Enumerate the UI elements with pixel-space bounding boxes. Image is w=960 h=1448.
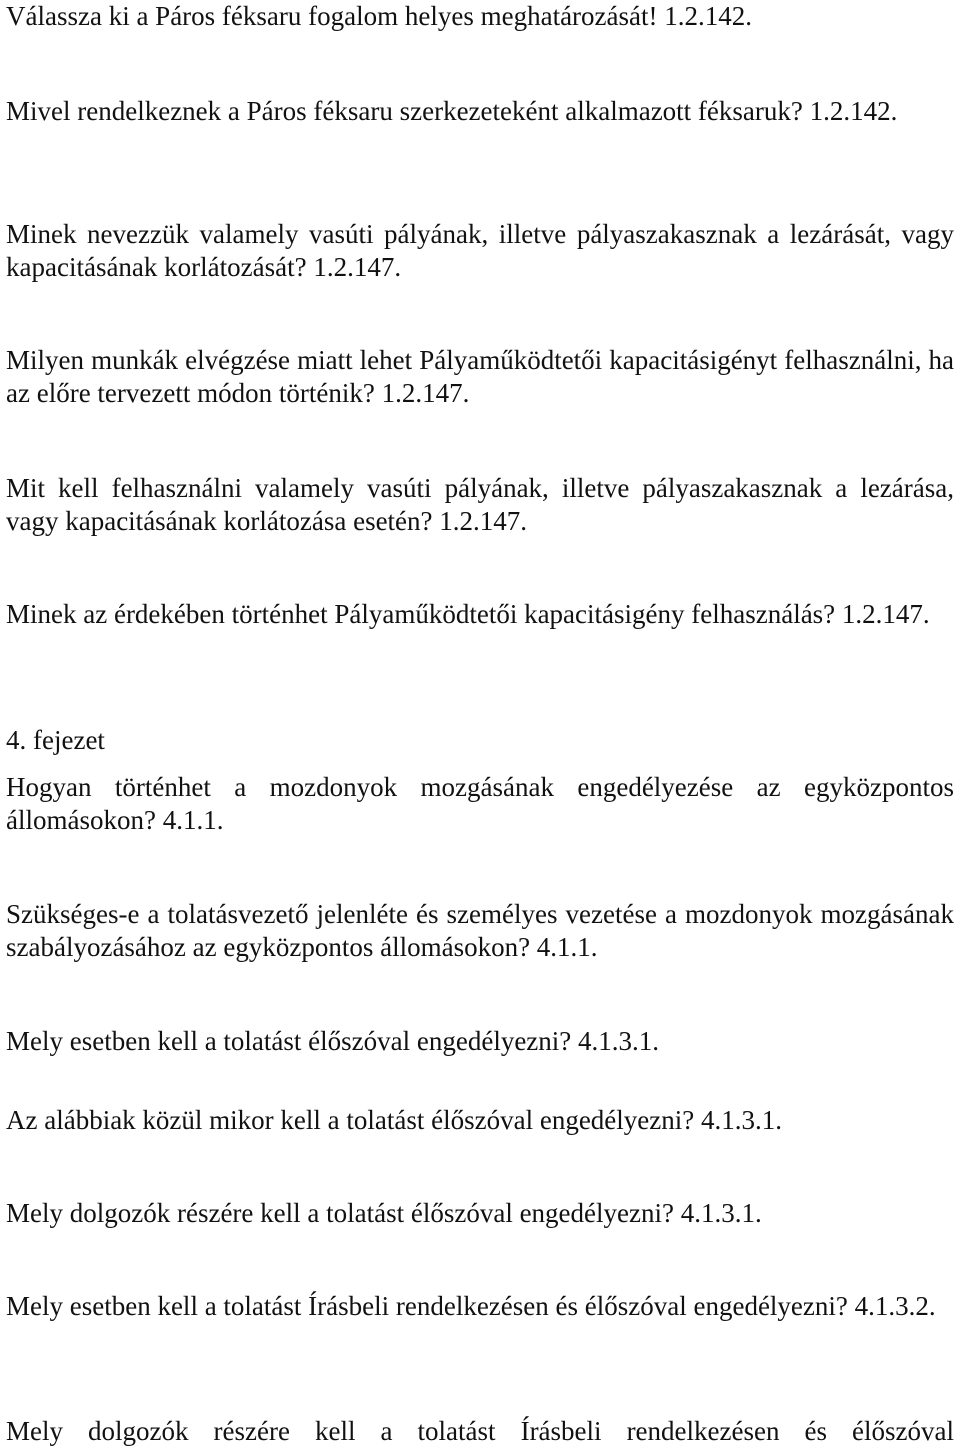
chapter-heading: 4. fejezet	[6, 725, 105, 755]
question-text: Az alábbiak közül mikor kell a tolatást élőszóval engedélyezni? 4.1.3.1.	[6, 1105, 782, 1135]
question-text: Szükséges-e a tolatásvezető jelenléte és személyes vezetése a mozdonyok mozgásának szabályozásához az egyközpontos állomásokon? 4.1.1.	[6, 899, 954, 962]
question-text: Milyen munkák elvégzése miatt lehet Pályaműködtetői kapacitásigényt felhasználni, ha az előre tervezett módon történik? 1.2.147.	[6, 345, 954, 408]
question-text: Mely esetben kell a tolatást élőszóval engedélyezni? 4.1.3.1.	[6, 1026, 660, 1056]
question-text: Mely dolgozók részére kell a tolatást élőszóval engedélyezni? 4.1.3.1.	[6, 1198, 762, 1228]
question-text: Mivel rendelkeznek a Páros féksaru szerkezeteként alkalmazott féksaruk? 1.2.142.	[6, 96, 898, 126]
question-text: Minek az érdekében történhet Pályaműködtetői kapacitásigény felhasználás? 1.2.147.	[6, 599, 930, 629]
question-text: Válassza ki a Páros féksaru fogalom helyes meghatározását! 1.2.142.	[6, 1, 752, 31]
question-text: Mely esetben kell a tolatást Írásbeli rendelkezésen és élőszóval engedélyezni? 4.1.3.2.	[6, 1291, 936, 1321]
question-text: Mit kell felhasználni valamely vasúti pályának, illetve pályaszakasznak a lezárása, vagy kapacitásának korlátozása esetén? 1.2.147.	[6, 473, 954, 536]
question-text: Minek nevezzük valamely vasúti pályának, illetve pályaszakasznak a lezárását, vagy kapacitásának korlátozását? 1.2.147.	[6, 219, 954, 282]
question-text: Hogyan történhet a mozdonyok mozgásának engedélyezése az egyközpontos állomásokon? 4.1.1.	[6, 772, 954, 835]
question-text: Mely dolgozók részére kell a tolatást Írásbeli rendelkezésen és élőszóval	[6, 1416, 954, 1446]
